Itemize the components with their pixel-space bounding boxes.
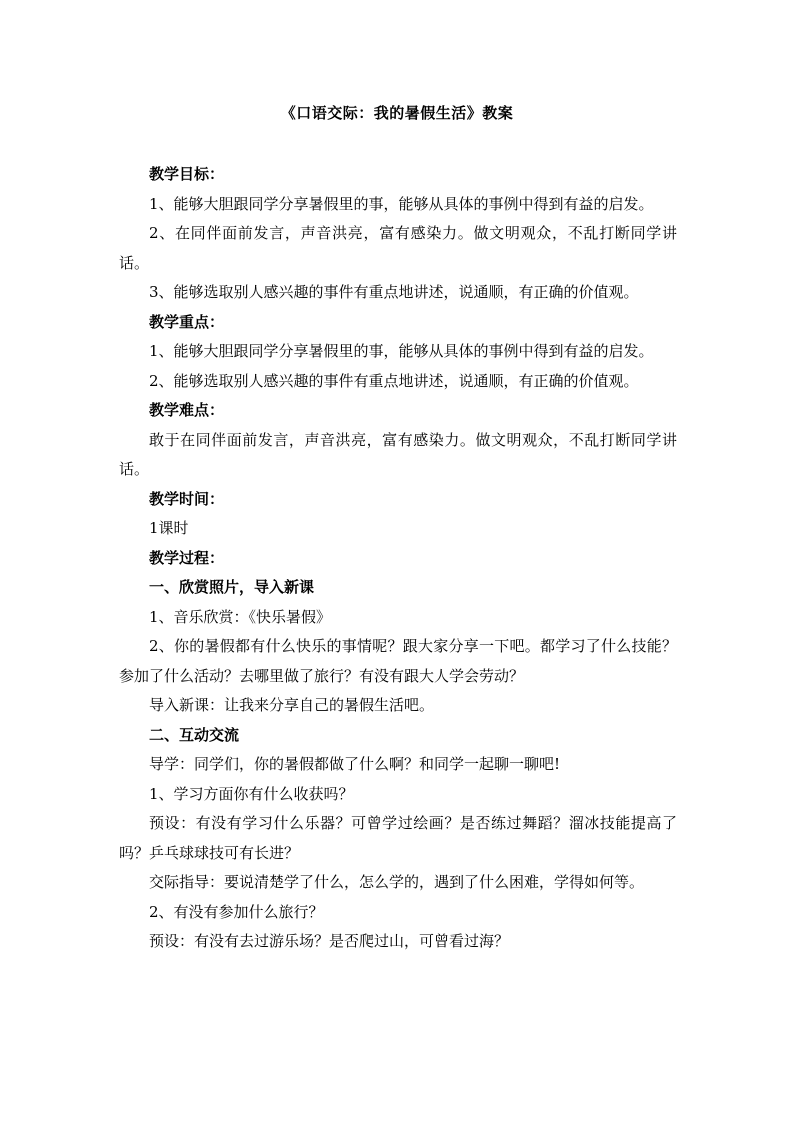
section-heading: 二、互动交流 <box>149 725 240 744</box>
paragraph: 1、学习方面你有什么收获吗？ <box>149 784 354 803</box>
paragraph: 2、你的暑假都有什么快乐的事情呢？跟大家分享一下吧。都学习了什么技能？参加了什么活动？去哪里做了旅行？有没有跟大人学会劳动？ <box>119 637 677 685</box>
paragraph: 预设：有没有去过游乐场？是否爬过山，可曾看过海？ <box>149 932 510 950</box>
document-title: 《口语交际：我的暑假生活》教案 <box>280 104 514 122</box>
paragraph: 2、能够选取别人感兴趣的事件有重点地讲述，说通顺，有正确的价值观。 <box>149 371 639 390</box>
paragraph: 导学：同学们，你的暑假都做了什么啊？和同学一起聊一聊吧! <box>149 755 561 773</box>
paragraph: 1课时 <box>149 519 189 537</box>
section-heading: 教学重点： <box>149 312 225 331</box>
section-heading: 教学目标： <box>149 165 225 183</box>
paragraph: 2、在同伴面前发言，声音洪亮，富有感染力。做文明观众，不乱打断同学讲话。 <box>119 224 677 272</box>
paragraph: 3、能够选取别人感兴趣的事件有重点地讲述，说通顺，有正确的价值观。 <box>149 283 639 301</box>
paragraph: 2、有没有参加什么旅行？ <box>149 902 324 921</box>
paragraph: 敢于在同伴面前发言，声音洪亮，富有感染力。做文明观众，不乱打断同学讲话。 <box>119 430 677 478</box>
paragraph: 1、能够大胆跟同学分享暑假里的事，能够从具体的事例中得到有益的启发。 <box>149 342 654 360</box>
paragraph: 预设：有没有学习什么乐器？可曾学过绘画？是否练过舞蹈？溜冰技能提高了吗？乒乓球球技可有长进？ <box>119 814 677 862</box>
section-heading: 教学过程： <box>149 548 225 567</box>
paragraph: 交际指导：要说清楚学了什么，怎么学的，遇到了什么困难，学得如何等。 <box>149 873 645 891</box>
section-heading: 一、欣赏照片，导入新课 <box>149 578 315 596</box>
section-heading: 教学难点： <box>149 401 225 419</box>
section-heading: 教学时间： <box>149 489 225 508</box>
paragraph: 1、能够大胆跟同学分享暑假里的事，能够从具体的事例中得到有益的启发。 <box>149 194 654 213</box>
paragraph: 1、音乐欣赏：《快乐暑假》 <box>149 607 332 626</box>
paragraph: 导入新课：让我来分享自己的暑假生活吧。 <box>149 696 435 714</box>
document-body <box>119 160 677 957</box>
